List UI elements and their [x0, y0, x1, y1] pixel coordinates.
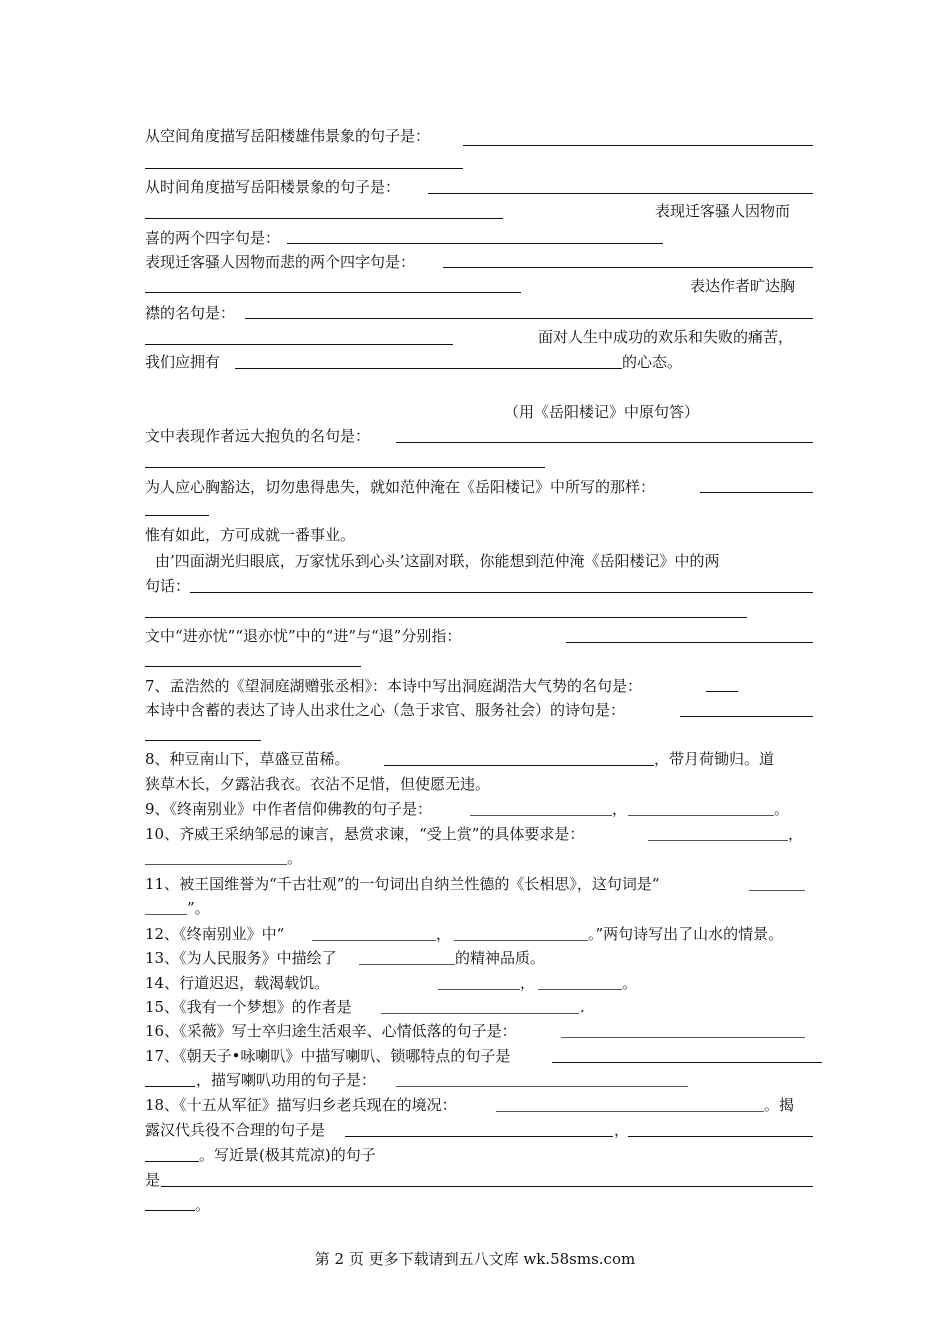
q18-text: 18、《十五从军征》描写归乡老兵现在的境况：: [145, 1096, 457, 1114]
answer-blank[interactable]: [428, 193, 813, 194]
answer-blank[interactable]: [145, 218, 503, 219]
q13-text: 13、《为人民服务》中描绘了: [145, 949, 337, 967]
q17-text: 17、《朝天子•咏喇叭》中描写喇叭、锁哪特点的句子是: [145, 1047, 511, 1065]
q7-text: 7、孟浩然的《望洞庭湖赠张丞相》：本诗中写出洞庭湖浩大气势的名句是：: [145, 677, 643, 695]
answer-blank[interactable]: [145, 168, 463, 169]
answer-blank[interactable]: [145, 515, 209, 516]
q10-period: 。: [287, 849, 303, 867]
answer-blank[interactable]: [438, 989, 520, 990]
answer-blank[interactable]: [190, 592, 813, 593]
q11-text: 11、被王国维誉为“千古壮观”的一句词出自纳兰性德的《长相思》，这句词是“: [145, 875, 660, 893]
q-couplet-text: 由’四面湖光归眼底，万家忧乐到心头’这副对联，你能想到范仲淹《岳阳楼记》中的两: [155, 552, 720, 570]
q7-sub-text: 本诗中含蓄的表达了诗人出求仕之心（急于求官、服务社会）的诗句是：: [145, 701, 626, 719]
answer-blank[interactable]: [561, 1037, 805, 1038]
answer-blank[interactable]: [145, 914, 187, 915]
answer-blank[interactable]: [538, 989, 622, 990]
q-joy-label-end: 喜的两个四字句是：: [145, 229, 281, 247]
answer-blank[interactable]: [384, 765, 654, 766]
answer-blank[interactable]: [145, 617, 747, 618]
q10-text: 10、齐威王采纳邹忌的谏言，悬赏求谏，“受上赏”的具体要求是：: [145, 825, 585, 843]
answer-blank[interactable]: [145, 666, 361, 667]
q-couplet-label: 句话：: [145, 577, 191, 595]
answer-blank[interactable]: [749, 890, 805, 891]
q18-comma: ，: [614, 1121, 630, 1139]
q9-text: 9、《终南别业》中作者信仰佛教的句子是：: [145, 800, 433, 818]
q18-sub-text: 露汉代兵役不合理的句子是: [145, 1121, 326, 1139]
answer-blank[interactable]: [381, 1013, 579, 1014]
q9-comma: ，: [612, 800, 628, 818]
answer-blank[interactable]: [312, 940, 436, 941]
answer-blank[interactable]: [245, 318, 813, 319]
answer-blank[interactable]: [145, 740, 261, 741]
answer-blank[interactable]: [680, 716, 813, 717]
answer-blank[interactable]: [145, 292, 521, 293]
q-attitude-suffix: 的心态。: [622, 353, 683, 371]
q13-text-end: 的精神品质。: [455, 949, 546, 967]
instruction-note: （用《岳阳楼记》中原句答）: [504, 403, 700, 421]
answer-blank[interactable]: [443, 267, 813, 268]
answer-blank[interactable]: [287, 243, 663, 244]
answer-blank[interactable]: [396, 1086, 688, 1087]
answer-blank[interactable]: [145, 864, 287, 865]
q10-comma: ，: [788, 825, 804, 843]
q-broad-label-start: 表达作者旷达胸: [690, 277, 796, 295]
q8-text-end: 狭草木长，夕露沾我衣。衣沾不足惜，但使愿无违。: [145, 775, 491, 793]
answer-blank[interactable]: [145, 1086, 195, 1087]
statement-text: 惟有如此，方可成就一番事业。: [145, 526, 356, 544]
answer-blank[interactable]: [463, 145, 813, 146]
q12-text: 12、《终南别业》中“: [145, 925, 285, 943]
answer-blank[interactable]: [628, 815, 774, 816]
q-joy-label-start: 表现迁客骚人因物而: [655, 202, 791, 220]
answer-blank[interactable]: [345, 1136, 613, 1137]
answer-blank[interactable]: [566, 642, 813, 643]
q12-comma: ，: [436, 925, 452, 943]
q14-text: 14、行道迟迟，载渴载饥。: [145, 974, 330, 992]
answer-blank[interactable]: [396, 442, 813, 443]
answer-blank[interactable]: [648, 840, 788, 841]
q-attitude-label-end: 我们应拥有: [145, 353, 221, 371]
q15-period: .: [580, 998, 585, 1016]
q-attitude-label-start: 面对人生中成功的欢乐和失败的痛苦，: [538, 328, 794, 346]
q18-text-cont: 。揭: [764, 1096, 795, 1114]
q-magnanimity-label: 为人应心胸豁达，切勿患得患失，就如范仲淹在《岳阳楼记》中所写的那样：: [145, 478, 656, 496]
q-ambition-label: 文中表现作者远大抱负的名句是：: [145, 427, 371, 445]
answer-blank[interactable]: [145, 1210, 195, 1211]
q17-text-cont: ，描写喇叭功用的句子是：: [196, 1071, 377, 1089]
q15-text: 15、《我有一个梦想》的作者是: [145, 998, 352, 1016]
q11-close-quote: ”。: [187, 899, 210, 917]
q-time-label: 从时间角度描写岳阳楼景象的句子是：: [145, 178, 401, 196]
page-footer: 第 2 页 更多下载请到五八文库 wk.58sms.com: [314, 1250, 636, 1268]
q14-comma: ，: [520, 974, 536, 992]
q8-text: 8、种豆南山下，草盛豆苗稀。: [145, 750, 350, 768]
answer-blank[interactable]: [145, 467, 545, 468]
q-broad-label-end: 襟的名句是：: [145, 304, 236, 322]
answer-blank[interactable]: [145, 1161, 199, 1162]
q12-text-end: 。”两句诗写出了山水的情景。: [588, 925, 784, 943]
q16-text: 16、《采薇》写士卒归途生活艰辛、心情低落的句子是：: [145, 1022, 517, 1040]
answer-blank[interactable]: [161, 1186, 813, 1187]
answer-blank[interactable]: [496, 1111, 764, 1112]
q-sad-label: 表现迁客骚人因物而悲的两个四字句是：: [145, 253, 416, 271]
answer-blank[interactable]: [706, 691, 738, 692]
q14-period: 。: [622, 974, 638, 992]
answer-blank[interactable]: [454, 940, 588, 941]
answer-blank[interactable]: [359, 964, 455, 965]
q18-period: 。: [195, 1196, 211, 1214]
q9-period: 。: [774, 800, 790, 818]
q18-near-view-label: 。写近景(极其荒凉)的句子: [199, 1146, 376, 1164]
q18-near-view-shi: 是: [145, 1171, 161, 1189]
q-advance-retreat-label: 文中“进亦忧”“退亦忧”中的“进”与“退”分别指：: [145, 627, 462, 645]
answer-blank[interactable]: [145, 344, 453, 345]
answer-blank[interactable]: [235, 368, 622, 369]
answer-blank[interactable]: [470, 815, 612, 816]
answer-blank[interactable]: [700, 492, 813, 493]
answer-blank[interactable]: [552, 1062, 822, 1063]
answer-blank[interactable]: [628, 1136, 813, 1137]
q8-text-cont: ，带月荷锄归。道: [654, 750, 775, 768]
q-space-label: 从空间角度描写岳阳楼雄伟景象的句子是：: [145, 127, 431, 145]
